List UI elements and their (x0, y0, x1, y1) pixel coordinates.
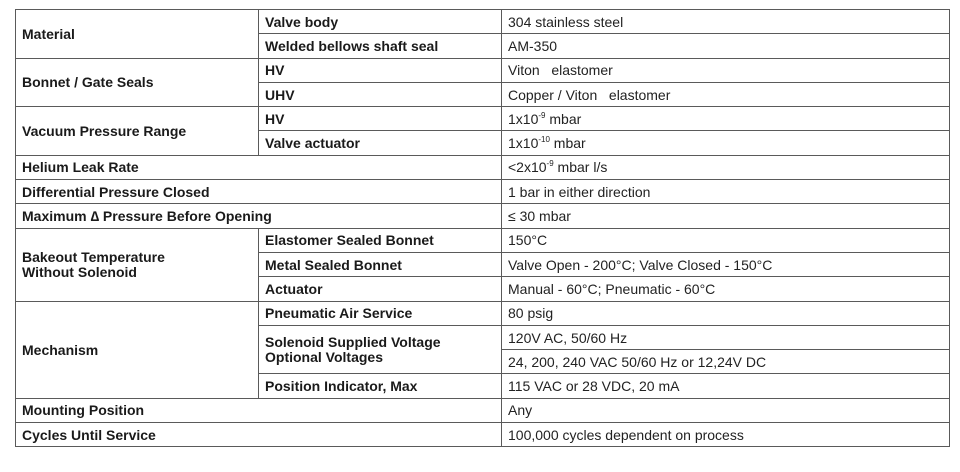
spec-row-mounting (16, 398, 950, 422)
param-bonnet-gate-seals: Bonnet / Gate Seals (16, 58, 259, 107)
spec-row-mechanism (16, 301, 950, 325)
value-hv-seal: Viton elastomer (502, 58, 950, 82)
sub-pneumatic-air: Pneumatic Air Service (259, 301, 502, 325)
value-helium-leak-rate (502, 155, 950, 179)
value-actuator-bakeout: Manual - 60°C; Pneumatic - 60°C (502, 277, 950, 301)
sub-elastomer-bonnet: Elastomer Sealed Bonnet (259, 228, 502, 252)
value-uhv-seal: Copper / Viton elastomer (502, 82, 950, 106)
value-hv-vacuum (502, 107, 950, 131)
hv-vacuum-unit: mbar (545, 110, 582, 127)
value-elastomer-bonnet: 150°C (502, 228, 950, 252)
sub-uhv: UHV (259, 82, 502, 106)
sub-metal-bonnet: Metal Sealed Bonnet (259, 252, 502, 276)
spec-row-helium-leak (16, 155, 950, 179)
helium-leak-unit: mbar l/s (553, 159, 608, 176)
sub-valve-body: Valve body (259, 10, 502, 34)
spec-row-material (16, 10, 950, 34)
hv-vacuum-exponent: -9 (538, 110, 546, 120)
value-max-delta-pressure: ≤ 30 mbar (502, 204, 950, 228)
spec-row-cycles (16, 423, 950, 447)
spec-row-differential-pressure (16, 180, 950, 204)
sub-valve-actuator: Valve actuator (259, 131, 502, 155)
spec-row-bakeout (16, 228, 950, 252)
actuator-vacuum-base: 1x10 (508, 135, 539, 152)
spec-row-max-delta-pressure (16, 204, 950, 228)
sub-hv: HV (259, 58, 502, 82)
helium-leak-exponent: -9 (546, 159, 554, 169)
param-helium-leak-rate: Helium Leak Rate (16, 155, 502, 179)
spec-row-vacuum-range (16, 107, 950, 131)
param-mechanism: Mechanism (16, 301, 259, 398)
param-material: Material (16, 10, 259, 59)
param-cycles-until-service: Cycles Until Service (16, 423, 502, 447)
hv-vacuum-base: 1x10 (508, 110, 539, 127)
spec-row-bonnet-seals (16, 58, 950, 82)
param-vacuum-pressure-range: Vacuum Pressure Range (16, 107, 259, 156)
sub-position-indicator: Position Indicator, Max (259, 374, 502, 398)
solenoid-voltage-label: Solenoid Supplied Voltage (265, 333, 441, 350)
value-position-indicator: 115 VAC or 28 VDC, 20 mA (502, 374, 950, 398)
actuator-vacuum-exponent: -10 (538, 135, 550, 145)
sub-bellows-seal: Welded bellows shaft seal (259, 34, 502, 58)
value-valve-body: 304 stainless steel (502, 10, 950, 34)
actuator-vacuum-unit: mbar (549, 135, 586, 152)
param-differential-pressure-closed: Differential Pressure Closed (16, 180, 502, 204)
param-mounting-position: Mounting Position (16, 398, 502, 422)
value-solenoid-voltage: 120V AC, 50/60 Hz (502, 325, 950, 349)
bakeout-label-line1: Bakeout Temperature (22, 248, 165, 265)
spec-table (15, 9, 950, 447)
value-mounting-position: Any (502, 398, 950, 422)
value-differential-pressure-closed: 1 bar in either direction (502, 180, 950, 204)
value-bellows-seal: AM-350 (502, 34, 950, 58)
optional-voltages-label: Optional Voltages (265, 348, 383, 365)
value-actuator-vacuum (502, 131, 950, 155)
param-bakeout-temperature (16, 228, 259, 301)
value-cycles-until-service: 100,000 cycles dependent on process (502, 423, 950, 447)
bakeout-label-line2: Without Solenoid (22, 263, 137, 280)
value-optional-voltages: 24, 200, 240 VAC 50/60 Hz or 12,24V DC (502, 350, 950, 374)
value-pneumatic-air: 80 psig (502, 301, 950, 325)
sub-solenoid-voltage (259, 325, 502, 374)
param-max-delta-pressure: Maximum ∆ Pressure Before Opening (16, 204, 502, 228)
sub-hv-vacuum: HV (259, 107, 502, 131)
value-metal-bonnet: Valve Open - 200°C; Valve Closed - 150°C (502, 252, 950, 276)
helium-leak-base: <2x10 (508, 159, 547, 176)
sub-actuator-bakeout: Actuator (259, 277, 502, 301)
